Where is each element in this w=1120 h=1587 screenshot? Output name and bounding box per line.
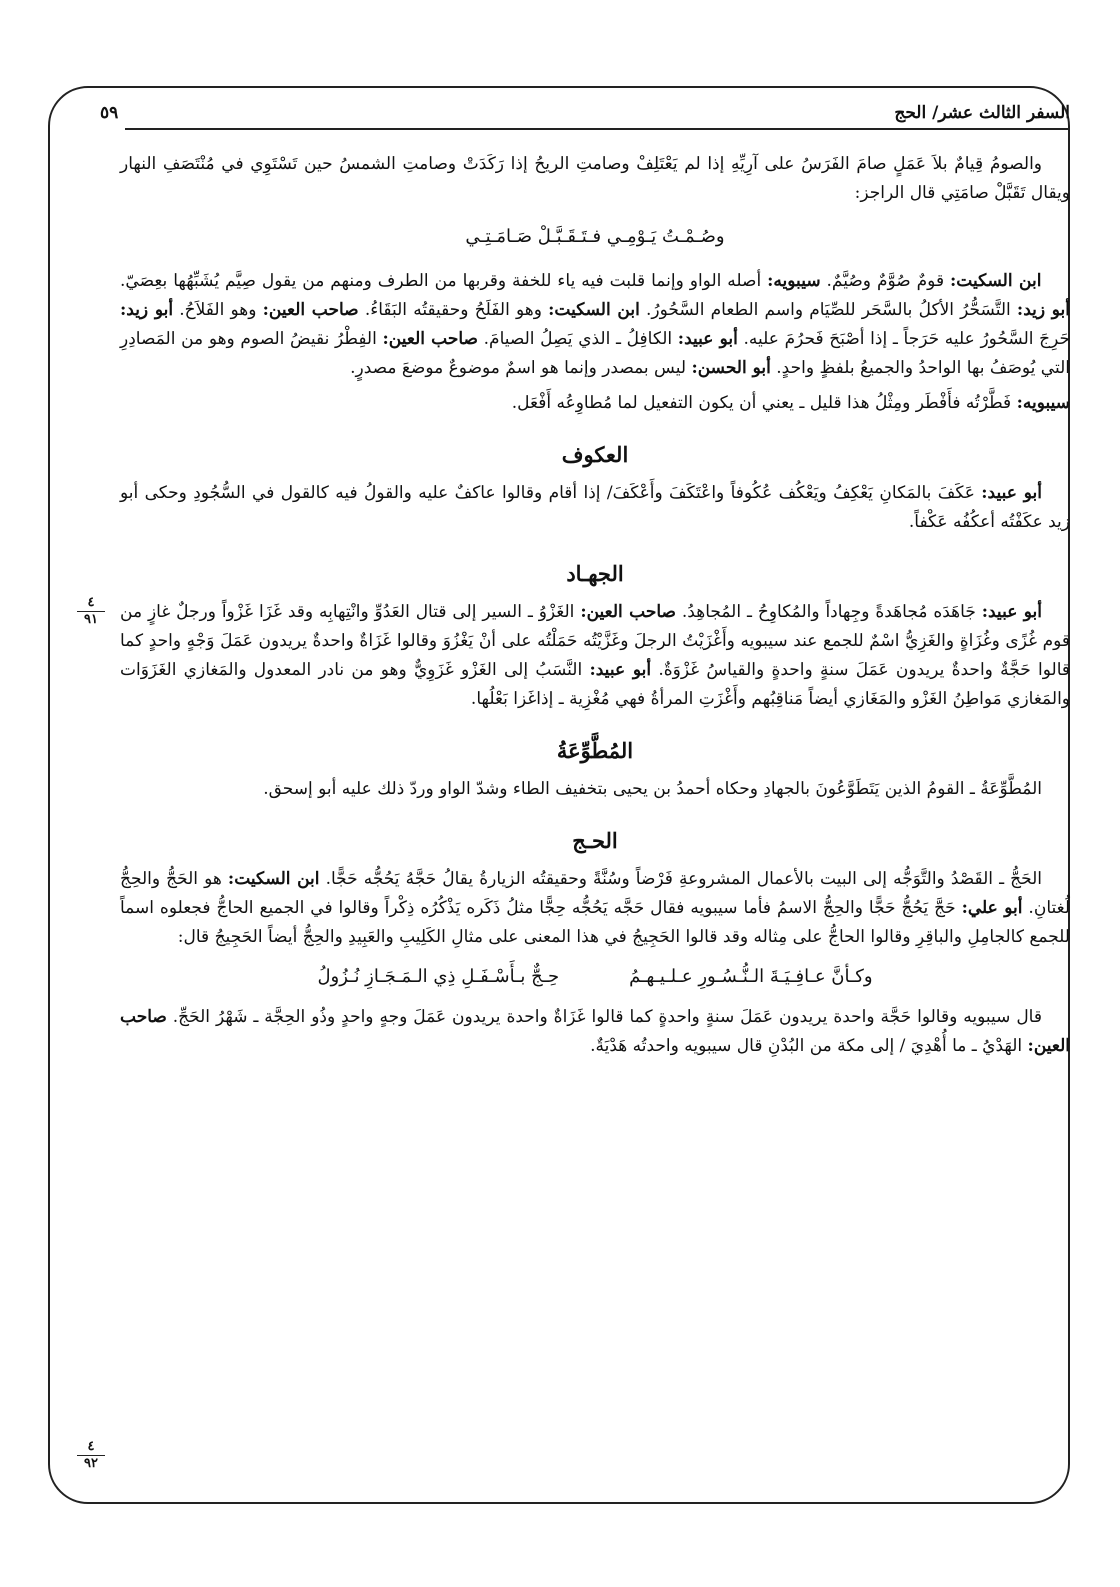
paragraph bbox=[120, 865, 1070, 952]
paragraph-text: والصومُ قِيامٌ بلاَ عَمَلٍ صامَ الفَرَسُ على آرِيِّهِ إذا لم يَعْتَلِفْ وصامتِ الريحُ إذا رَكَدَتْ وصامتِ الشمسُ حين تَسْتَوِي في مُنْتَصَفِ النهار ويقال تَقَبَّلْ صامَتِي قال الراجز: bbox=[120, 154, 1070, 203]
page-body bbox=[120, 150, 1070, 1067]
paragraph-text: الهَدْيُ ـ ما أُهْدِيَ / إلى مكة من البُدْنِ قال سيبويه واحدتُه هَدْيَةٌ. bbox=[590, 1036, 1028, 1056]
margin-reference bbox=[74, 596, 108, 627]
paragraph bbox=[120, 479, 1070, 537]
margin-ref-page: ٩١ bbox=[84, 612, 98, 627]
paragraph-text: قال سيبويه وقالوا حَجَّة واحدة يريدون عَمَلَ سنةٍ واحدةٍ كما قالوا غَزَاةٌ واحدة يريدون عَمَلَ وجهٍ واحدٍ وذُو الحِجَّة ـ شَهْرُ الحَجِّ. bbox=[166, 1007, 1042, 1027]
source-label: أبو عبيد: bbox=[981, 483, 1042, 503]
margin-ref-page: ٩٢ bbox=[84, 1456, 98, 1471]
source-label: صاحب العين: bbox=[262, 300, 359, 320]
header-rule bbox=[125, 128, 1070, 130]
source-label: سيبويه: bbox=[1016, 393, 1070, 413]
paragraph-text: وهو الفَلاَحُ. bbox=[173, 300, 263, 320]
paragraph-text: الغَزْوُ ـ السير إلى قتال العَدُوِّ وانْتِهابِه وقد غَزَا غَزْواً ورجلٌ غازٍ من قوم غُزًى وغُزَاةٍ والغَزِيُّ اسْمٌ للجمع عند سيبويه وأَغْزَيْتُ الرجلَ وغَزَّيْتُه حَمَلْتُه على أنْ يَغْزُوَ وقالوا غَزَاةٌ واحدةٌ يريدون عَمَلَ وَجْهٍ واحدٍ كما قالوا حَجَّةٌ واحدةٌ يريدون عَمَلَ سنةٍ واحدةٍ والقياسُ غَزْوَةٌ. bbox=[120, 602, 1070, 680]
source-label: أبو عبيد: bbox=[981, 602, 1042, 622]
page-header bbox=[100, 93, 1070, 123]
source-label: ابن السكيت: bbox=[548, 300, 640, 320]
source-label: صاحب العين: bbox=[580, 602, 676, 622]
page-number: ٥٩ bbox=[100, 103, 119, 123]
source-label: سيبويه: bbox=[767, 271, 821, 291]
paragraph-text: جَاهَدَه مُجاهَدةً وجِهاداً والمُكاوِحُ ـ المُجاهِدُ. bbox=[676, 602, 982, 622]
paragraph bbox=[120, 389, 1070, 418]
paragraph bbox=[120, 775, 1070, 804]
source-label: أبو الحسن: bbox=[691, 358, 771, 378]
section-heading: الجهـاد bbox=[566, 561, 624, 586]
source-label: صاحب العين: bbox=[382, 329, 478, 349]
margin-ref-volume: ٤ bbox=[87, 1439, 95, 1454]
paragraph-text: الحَجُّ ـ القَصْدُ والتَّوَجُّه إلى البيت بالأعمال المشروعةِ فَرْضاً وسُنَّةً وحقيقتُه الزيارةُ يقالُ حَجَّهُ يَحُجُّه حَجًّا. bbox=[319, 869, 1042, 889]
margin-ref-volume: ٤ bbox=[87, 595, 95, 610]
source-label: أبو زيد: bbox=[1016, 300, 1071, 320]
paragraph-text: قومٌ صُوَّمٌ وصُيَّمٌ. bbox=[820, 271, 951, 291]
paragraph-text: فَطَّرْتُه فأَفْطَر ومِثْلُ هذا قليل ـ يعني أن يكون التفعيل لما مُطاوِعُه أَفْعَل. bbox=[511, 393, 1017, 413]
source-label: أبو عبيد: bbox=[589, 660, 652, 680]
source-label: أبو زيد: bbox=[120, 300, 174, 320]
paragraph-text: النَّسَبُ إلى الغَزْو غَزَوِيٌّ وهو من نادر المعدول والمَغازي الغَزَوَات والمَغازي مَواطِنُ الغَزْو والمَغَازي أيضاً مَناقِبُهم وأَغْزَتِ المرأةُ فهي مُغْزِية ـ إذاغَزا بَعْلُها. bbox=[120, 660, 1070, 709]
paragraph-text: وهو الفَلَحُ وحقيقتُه البَقَاءُ. bbox=[358, 300, 549, 320]
source-label: أبو علي: bbox=[961, 898, 1023, 918]
paragraph-text: التَّسَحُّرُ الأكلُ بالسَّحَر للصِّيَام واسم الطعام السَّحُورُ. bbox=[639, 300, 1017, 320]
verse-second-hemistich: حِـجٌّ بـأَسْـفَـلِ ذِي الـمَـجَـازِ نُـزُولُ bbox=[317, 966, 560, 987]
paragraph-text: ليس بمصدر وإنما هو اسمٌ موضوعٌ موضعَ مصدرٍ. bbox=[350, 358, 692, 378]
paragraph-text: حَجَّ يَحُجُّ حَجًّا والحِجُّ الاسمُ فأما سيبويه فقال حَجَّه يَحُجُّه حِجًّا مثلُ ذَكَره يَذْكُرُه ذِكْراً وقالوا في الجميع الحاجُّ فجعلوه اسماً للجمع كالجامِلِ والباقِرِ وقالوا الحاجُّ على مِثاله وقد قالوا الحَجِيجُ في هذا المعنى على مثالِ الكَلِيبِ والعَبِيدِ والحِجُّ أيضاً الحَجِيجُ قال: bbox=[120, 898, 1070, 947]
paragraph-text: المُطَّوِّعَةُ ـ القومُ الذين يَتَطَوَّعُونَ بالجهادِ وحكاه أحمدُ بن يحيى بتخفيف الطاء وشدّ الواو وردّ ذلك عليه أبو إسحق. bbox=[263, 779, 1042, 799]
margin-reference bbox=[74, 1440, 108, 1471]
paragraph-text: أصله الواو وإنما قلبت فيه ياء للخفة وقربها من الطرف ومنهم من يقول صِيَّم يُشَبِّهُها بعِصَيّ. bbox=[120, 271, 768, 291]
verse-couplet bbox=[120, 962, 1070, 991]
source-label: ابن السكيت: bbox=[227, 869, 320, 889]
paragraph bbox=[120, 1003, 1070, 1061]
running-title: السفر الثالث عشر/ الحج bbox=[894, 103, 1070, 123]
paragraph-text: حَرِجَ السَّحُورُ عليه حَرَجاً ـ إذا أصْبَحَ فَحرُمَ عليه. bbox=[737, 329, 1071, 349]
source-label: أبو عبيد: bbox=[677, 329, 738, 349]
section-heading: المُطَّوِّعَةُ bbox=[556, 738, 634, 763]
section-heading: العكوف bbox=[561, 442, 629, 467]
source-label: صاحب العين: bbox=[120, 1007, 1070, 1056]
paragraph bbox=[120, 267, 1070, 383]
paragraph bbox=[120, 598, 1070, 714]
paragraph-text: الفِطْرُ نقيضُ الصوم وهو من المَصادِرِ التي يُوصَفُ بها الواحدُ والجميعُ بلفظٍ واحدٍ. bbox=[120, 329, 1070, 378]
paragraph bbox=[120, 150, 1070, 208]
paragraph-text: هو الحَجُّ والحِجُّ لُغتانِ. bbox=[120, 869, 1071, 918]
verse-first-hemistich: وكـأنَّ عـافِـيَـةَ الـنُّـسُـورِ عـلـيـهـمُ bbox=[629, 966, 873, 987]
paragraph-text: الكافِلُ ـ الذي يَصِلُ الصيامَ. bbox=[477, 329, 678, 349]
section-heading: الحـج bbox=[572, 828, 618, 853]
source-label: ابن السكيت: bbox=[950, 271, 1042, 291]
verse: وصُـمْـتُ يَـوْمِـي فـتَـقَـبَّـلْ صَـامَـتِـي bbox=[465, 226, 725, 247]
paragraph-text: عَكَفَ بالمَكانِ يَعْكِفُ ويَعْكُف عُكُوفاً واعْتَكَفَ وأَعْكَفَ/ إذا أقام وقالوا عاكفٌ عليه والقولُ فيه كالقول في السُّجُودِ وحكى أبو زيد عكَفْتُه أعكُفُه عَكْفاً. bbox=[120, 483, 1070, 532]
